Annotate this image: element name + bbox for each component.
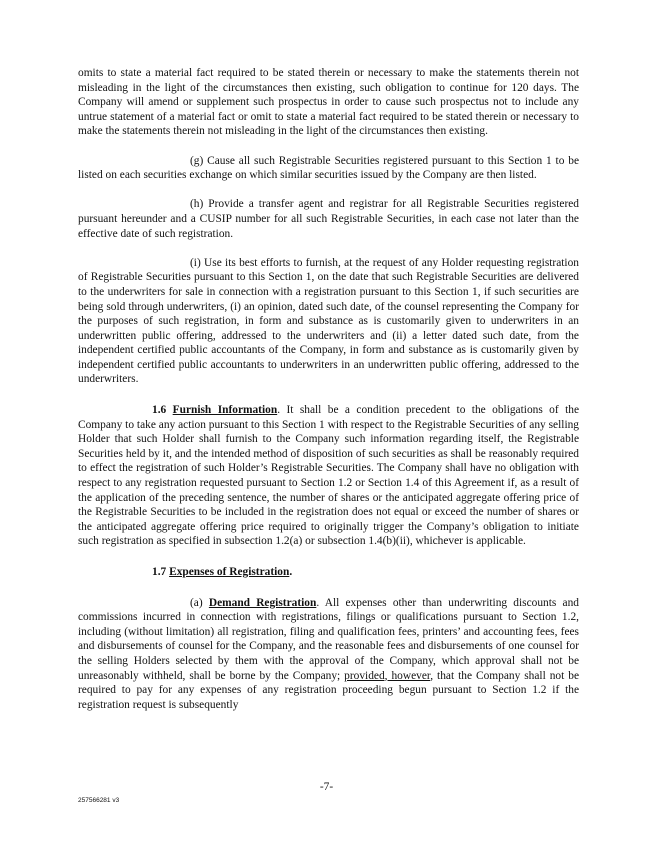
paragraph-h: (h) Provide a transfer agent and registrar for all Registrable Securities registered pursuant hereunder and a CUSIP number for all such Registrable Securities, in each case not later than the effective date of such registration. (78, 198, 579, 240)
section-1-6-number: 1.6 (152, 404, 173, 417)
page-number: -7- (319, 781, 334, 793)
section-1-7-number: 1.7 (152, 566, 170, 578)
paragraph-a-title: Demand Registration (208, 596, 317, 609)
paragraph-a-label: (a) (190, 596, 209, 609)
section-1-6-title: Furnish Information (172, 404, 278, 417)
section-1-7-period: . (289, 566, 293, 578)
section-1-7-title: Expenses of Registration (169, 566, 290, 578)
section-1-6 (78, 403, 579, 549)
paragraph-g: (g) Cause all such Registrable Securities registered pursuant to this Section 1 to be listed on each securities exchange on which similar securities issued by the Company are then listed. (78, 154, 579, 182)
section-1-7-heading (78, 565, 579, 580)
paragraph-a-demand-registration (78, 596, 579, 713)
document-id: 257566281 v3 (78, 797, 120, 804)
paragraph-i: (i) Use its best efforts to furnish, at the request of any Holder requesting registration of Registrable Securities pursuant to this Section 1, on the date that such Registrable Securities are delivered to the underwriters for sale in connection with a registration pursuant to this Section 1, if such securities are being sold through underwriters, (i) an opinion, dated such date, of the counsel representing the Company for the purposes of such registration, in form and substance as is customarily given to underwriters in an underwritten public offering, addressed to the underwriters and (ii) a letter dated such date, from the independent certified public accountants of the Company, in form and substance as is customarily given by independent certified public accountants to underwriters in an underwritten public offering, addressed to the underwriters. (78, 256, 579, 386)
paragraph-a-body-1: . All expenses other than underwriting discounts and commissions incurred in connection with registrations, filings or qualifications pursuant to Section 1.2, including (without limitation) all registration, filing and qualification fees, printers’ and accounting fees, fees and disbursements of counsel for the Company, and the reasonable fees and disbursements of one counsel for the selling Holders selected by them with the approval of the Company, which approval shall not be unreasonably withheld, shall be borne by the Company; (78, 596, 579, 682)
paragraph-continuation: omits to state a material fact required to be stated therein or necessary to make the statements therein not misleading in the light of the circumstances then existing, such obligation to continue for 120 days. The Company will amend or supplement such prospectus in order to cause such prospectus not to include any untrue statement of a material fact or omit to state a material fact required to be stated therein or necessary to make the statements therein not misleading in the light of the circumstances then existing. (78, 67, 579, 138)
section-1-6-body: . It shall be a condition precedent to the obligations of the Company to take any action pursuant to this Section 1 with respect to the Registrable Securities of any selling Holder that such Holder shall furnish to the Company such information regarding itself, the Registrable Securities held by it, and the intended method of disposition of such securities as shall be reasonably required to effect the registration of such Holder’s Registrable Securities. The Company shall have no obligation with respect to any registration requested pursuant to Section 1.2 or Section 1.4 of this Agreement if, as a result of the application of the preceding sentence, the number of shares or the anticipated aggregate offering price of the Registrable Securities to be included in the registration does not equal or exceed the number of shares or the anticipated aggregate offering price required to originally trigger the Company’s obligation to initiate such registration as specified in subsection 1.2(a) or subsection 1.4(b)(ii), whichever is applicable. (78, 404, 580, 548)
paragraph-a-body-2: , that the Company shall not be required to pay for any expenses of any registration proceeding begun pursuant to Section 1.2 if the registration request is subsequently (78, 669, 580, 711)
provided-however: provided, however (344, 669, 431, 682)
